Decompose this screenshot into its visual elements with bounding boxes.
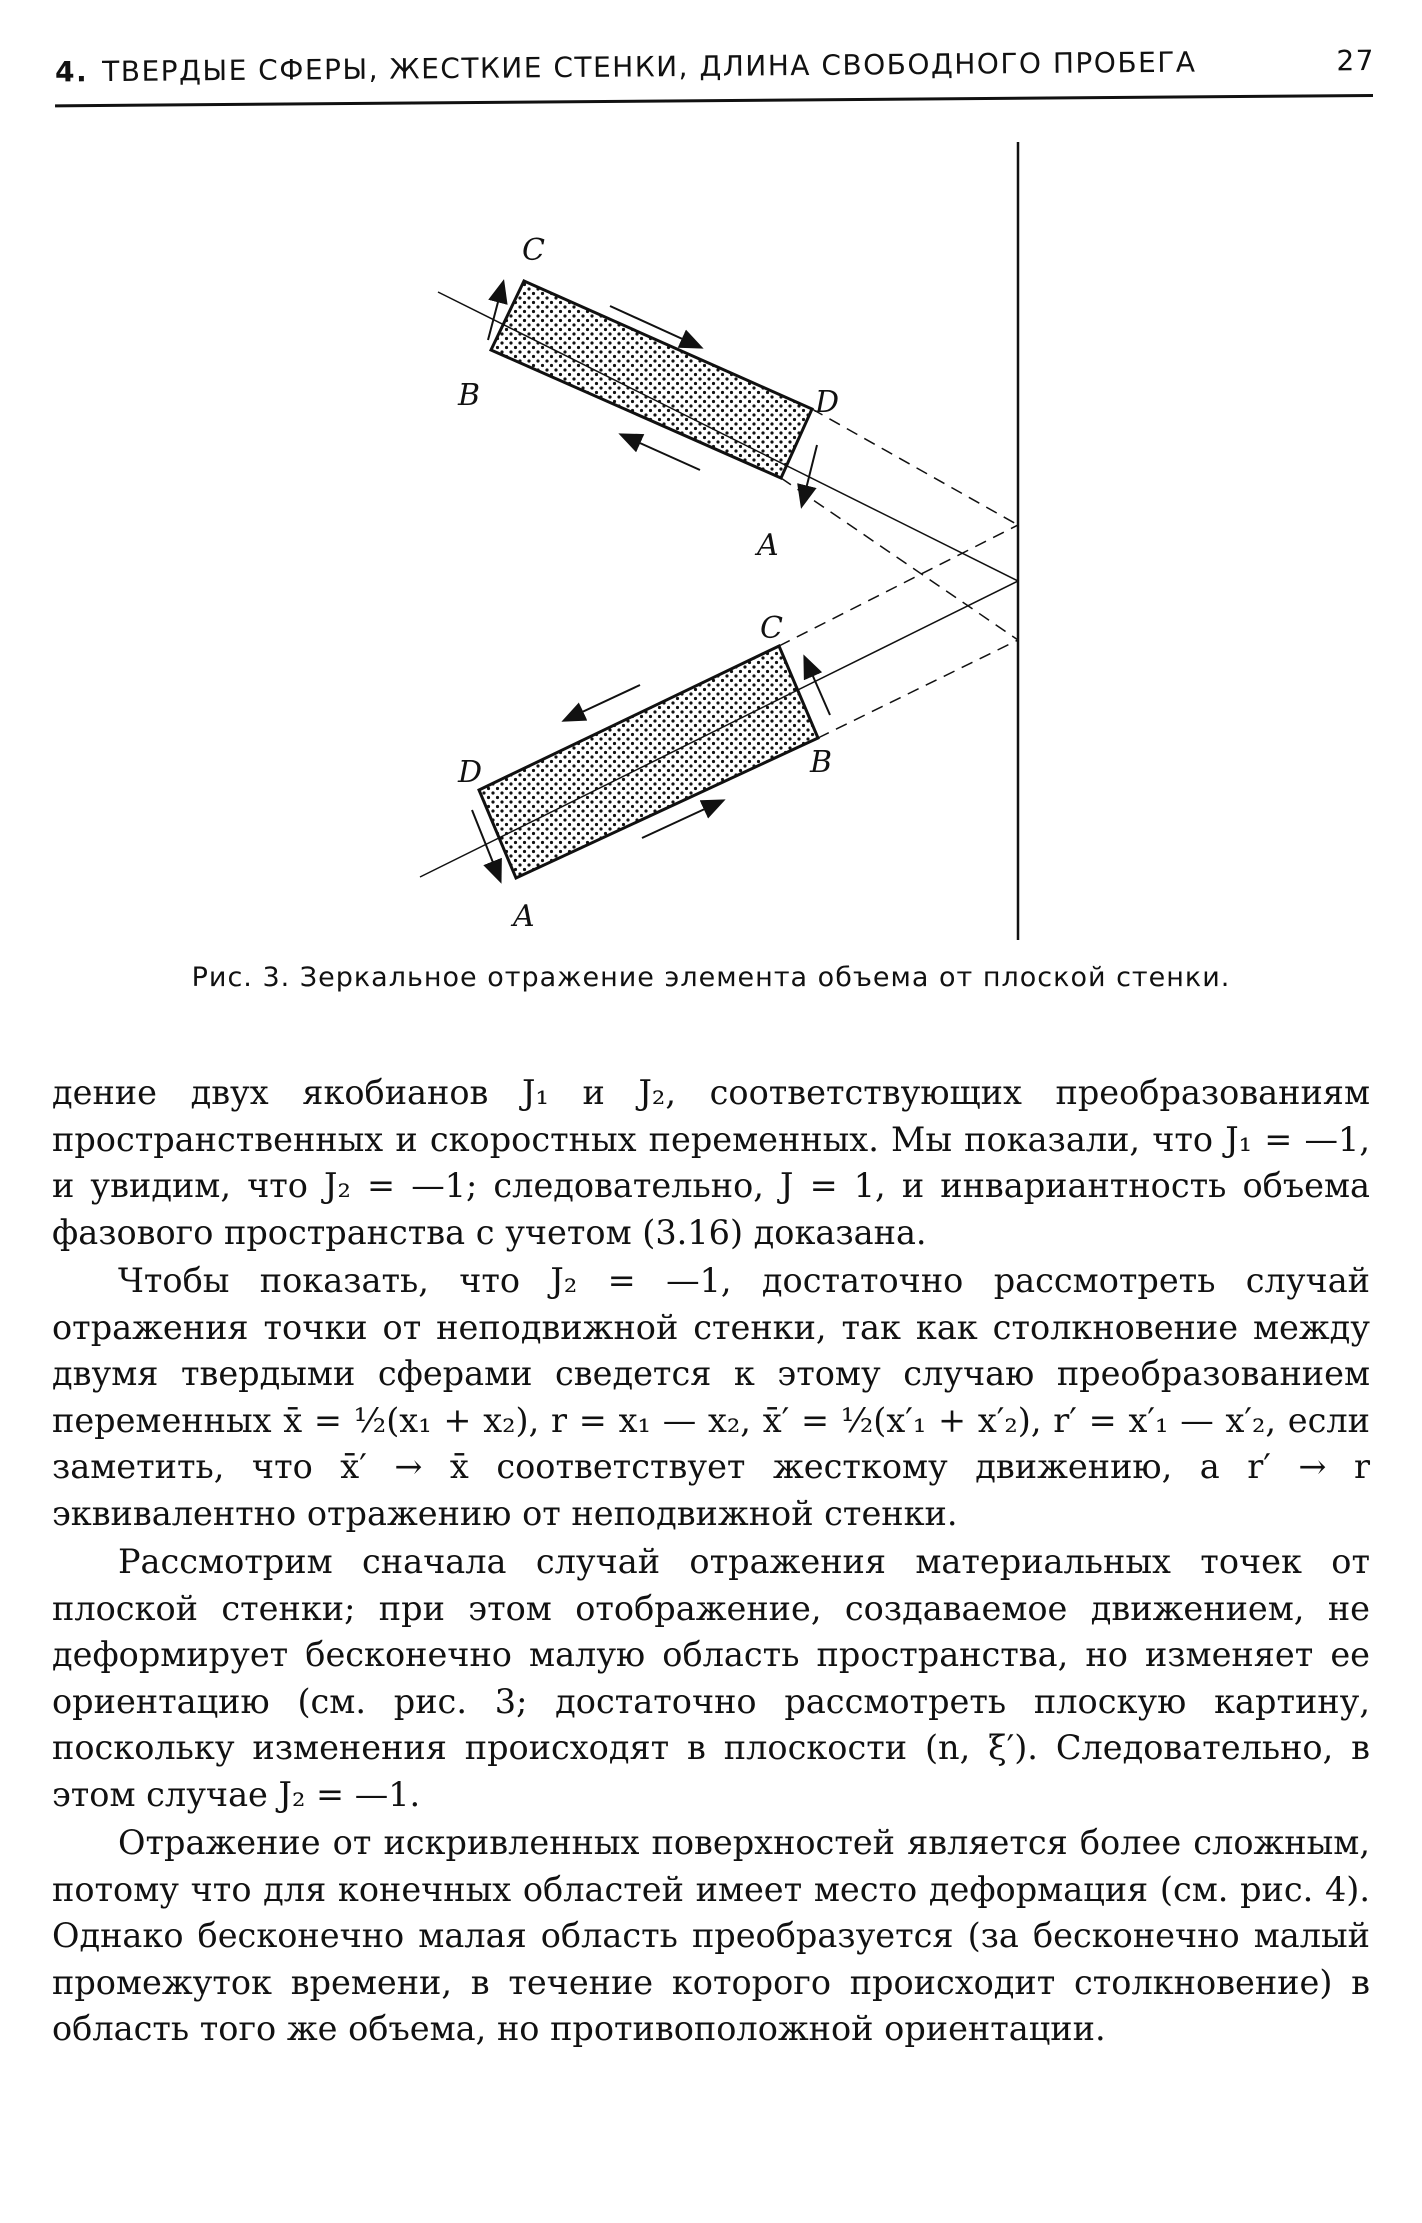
- paragraph-3: Рассмотрим сначала случай отражения материальных точек от плоской стенки; при этом отображение, создаваемое движением, не деформирует бесконечно малую область пространства, но изменяет ее ориентацию (см. рис. 3; достаточно рассмотреть плоскую картину, поскольку изменения происходят в плоскости (n, ξ′). Следовательно, в этом случае J₂ = —1.: [52, 1542, 1370, 1814]
- reflection-diagram: [0, 120, 1422, 980]
- paragraph-2: Чтобы показать, что J₂ = —1, достаточно рассмотреть случай отражения точки от неподвижной стенки, так как столкновение между двумя твердыми сферами сведется к этому случаю преобразованием переменных x̄ = ½(x₁ + x₂), r = x₁ — x₂, x̄′ = ½(x′₁ + x′₂), r′ = x′₁ — x′₂, если заметить, что x̄′ → x̄ соответствует жесткому движению, а r′ → r эквивалентно отражению от неподвижной стенки.: [52, 1261, 1370, 1533]
- label-bottom-b: B: [810, 745, 833, 780]
- body-text: [52, 1070, 1370, 2055]
- bottom-dash-lower: [818, 640, 1018, 738]
- top-center-line: [438, 292, 1018, 581]
- section-title: ТВЕРДЫЕ СФЕРЫ, ЖЕСТКИЕ СТЕНКИ, ДЛИНА СВОБОДНОГО ПРОБЕГА: [102, 45, 1197, 89]
- arrow-top-lower: [622, 435, 700, 470]
- label-bottom-c: C: [760, 611, 783, 646]
- label-top-b: B: [458, 378, 481, 413]
- arrow-bottom-upper: [565, 685, 640, 720]
- label-top-c: C: [522, 233, 545, 268]
- top-dash-upper: [812, 409, 1018, 525]
- arrow-bottom-right: [805, 658, 830, 715]
- paragraph-4: Отражение от искривленных поверхностей является более сложным, потому что для конечных областей имеет место деформация (см. рис. 4). Однако бесконечно малая область преобразуется (за бесконечно малый промежуток времени, в течение которого происходит столкновение) в область того же объема, но противоположной ориентации.: [52, 1823, 1370, 2048]
- bottom-center-line: [420, 581, 1018, 877]
- top-dash-lower: [781, 478, 1018, 640]
- figure-caption: Рис. 3. Зеркальное отражение элемента объема от плоской стенки.: [191, 962, 1231, 993]
- header-text: [55, 44, 1375, 89]
- running-header: [55, 28, 1375, 118]
- paragraph-1: дение двух якобианов J₁ и J₂, соответствующих преобразованиям пространственных и скоростных переменных. Мы показали, что J₁ = —1, и увидим, что J₂ = —1; следовательно, J = 1, и инвариантность объема фазового пространства с учетом (3.16) доказана.: [52, 1073, 1370, 1252]
- label-bottom-a: A: [513, 899, 535, 934]
- label-top-a: A: [757, 528, 779, 563]
- header-rule: [55, 94, 1373, 107]
- page-number: 27: [1336, 44, 1376, 78]
- section-number: 4.: [54, 55, 89, 89]
- label-bottom-d: D: [458, 755, 483, 790]
- bottom-dash-upper: [779, 525, 1018, 646]
- figure-3: [0, 120, 1422, 980]
- bottom-volume-element: [479, 646, 818, 878]
- label-top-d: D: [815, 385, 840, 420]
